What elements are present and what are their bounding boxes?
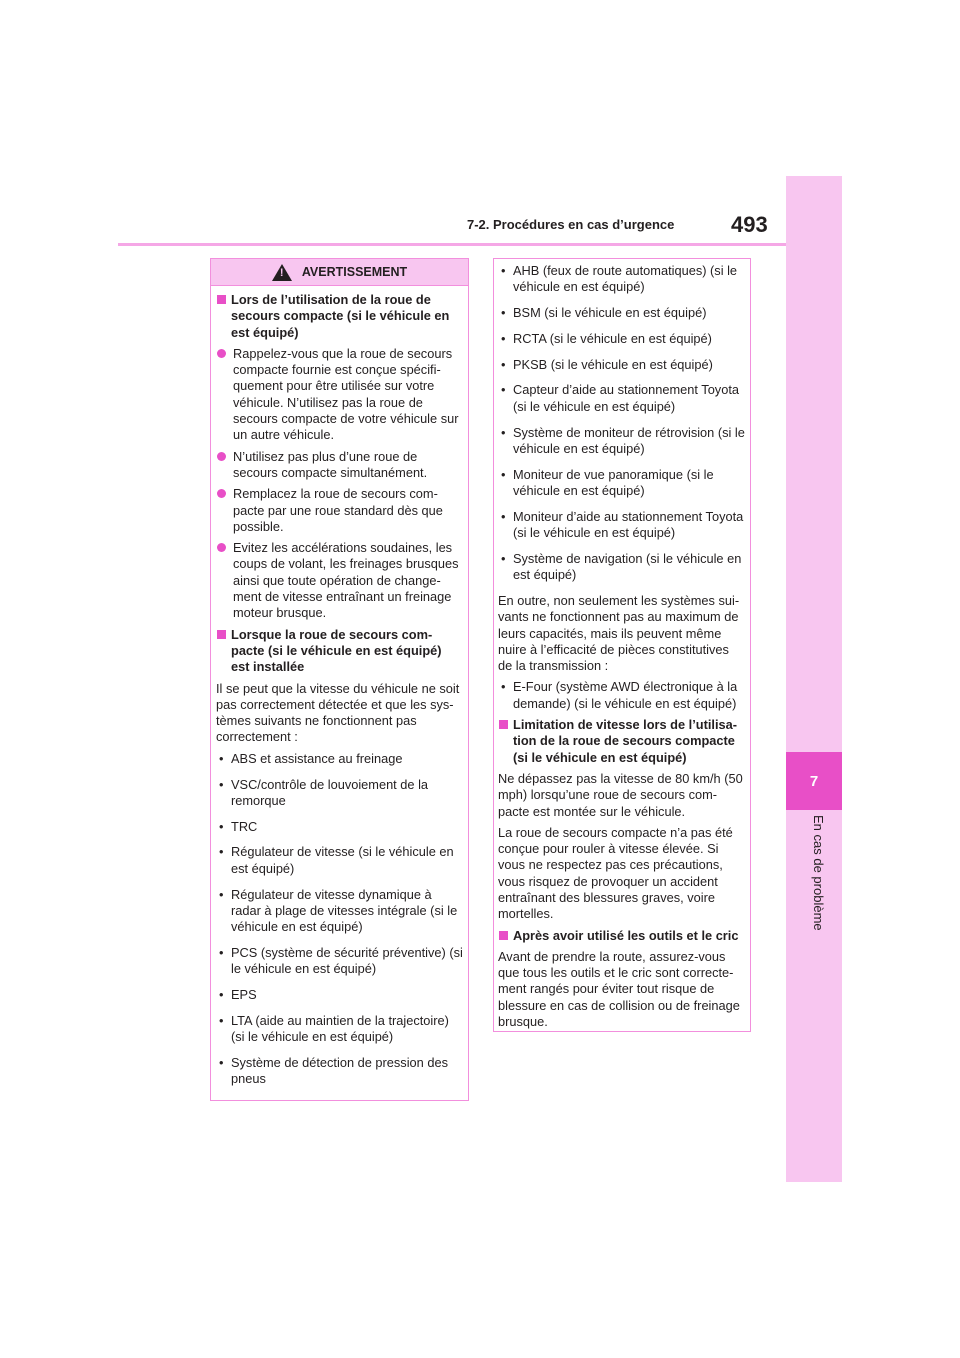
list-item: • Système de navigation (si le véhicule en est équipé) [498,551,745,584]
subheading: Lorsque la roue de secours com-pacte (si le véhicule en est équipé) est installée [216,627,463,676]
caution-item: Remplacez la roue de secours com-pacte par une roue standard dès que possible. [216,486,463,535]
paragraph: Ne dépassez pas la vitesse de 80 km/h (50 mph) lorsqu’une roue de secours com-pacte est montée sur le véhicule. [498,770,743,819]
list-item: • EPS [216,987,463,1003]
list-item: • ABS et assistance au freinage [216,751,463,767]
page-number: 493 [731,212,768,237]
caution-item: Evitez les accélérations soudaines, les coups de volant, les freinages brusques ainsi que toute opération de change-ment de vitesse entraînant un freinage moteur brusque. [216,540,463,621]
list-item: • Régulateur de vitesse (si le véhicule en est équipé) [216,844,463,877]
list-item: • Moniteur de vue panoramique (si le véhicule en est équipé) [498,467,745,500]
subheading: Après avoir utilisé les outils et le cric [498,928,745,944]
list-item: • RCTA (si le véhicule en est équipé) [498,331,745,347]
chapter-side-tab [786,176,842,1182]
caution-item: N’utilisez pas plus d’une roue de secours compacte simultanément. [216,449,463,482]
warning-header [211,259,468,286]
list-item: • AHB (feux de route automatiques) (si le véhicule en est équipé) [498,263,745,296]
warning-box-left [210,258,469,1101]
list-item: • PKSB (si le véhicule en est équipé) [498,357,745,373]
header-rule [118,243,786,246]
list-item: • TRC [216,819,463,835]
chapter-label: En cas de problème [811,815,826,931]
paragraph: La roue de secours compacte n’a pas été conçue pour rouler à vitesse élevée. Si vous ne respectez pas ces précautions, vous risquez de provoquer un accident entraînant des blessures graves, voire mortelles. [498,824,733,922]
paragraph: Il se peut que la vitesse du véhicule ne soit pas correctement détectée et que les sys-tèmes suivants ne fonctionnent pas correctement : [216,680,460,745]
warning-box-right [493,258,751,1032]
list-item: • VSC/contrôle de louvoiement de la remorque [216,777,463,810]
warning-title: AVERTISSEMENT [301,264,408,279]
list-item: • E-Four (système AWD électronique à la demande) (si le véhicule en est équipé) [498,679,745,712]
list-item: • Système de détection de pression des pneus [216,1055,463,1088]
list-item: • Système de moniteur de rétrovision (si le véhicule en est équipé) [498,425,745,458]
subheading: Lors de l’utilisation de la roue de secours compacte (si le véhicule en est équipé) [216,292,463,341]
caution-item: Rappelez-vous que la roue de secours compacte fournie est conçue spécifi-quement pour être utilisée sur votre véhicule. N’utilisez pas la roue de secours compacte de votre véhicule sur un autre véhicule. [216,346,463,444]
list-item: • PCS (système de sécurité préventive) (si le véhicule en est équipé) [216,945,463,978]
section-title: 7-2. Procédures en cas d’urgence [467,217,675,232]
subheading: Limitation de vitesse lors de l’utilisa-tion de la roue de secours compacte (si le véhicule en est équipé) [498,717,745,766]
warning-triangle-icon: ! [272,264,292,281]
chapter-number: 7 [786,752,842,810]
list-item: • Moniteur d’aide au stationnement Toyota (si le véhicule en est équipé) [498,509,745,542]
list-item: • Capteur d’aide au stationnement Toyota (si le véhicule en est équipé) [498,382,745,415]
paragraph: Avant de prendre la route, assurez-vous que tous les outils et le cric sont correcte-ment rangés pour éviter tout risque de blessure en cas de collision ou de freinage brusque. [498,948,740,1030]
list-item: • BSM (si le véhicule en est équipé) [498,305,745,321]
list-item: • LTA (aide au maintien de la trajectoire) (si le véhicule en est équipé) [216,1013,463,1046]
list-item: • Régulateur de vitesse dynamique à radar à plage de vitesses intégrale (si le véhicule en est équipé) [216,887,463,936]
paragraph: En outre, non seulement les systèmes sui-vants ne fonctionnent pas au maximum de leurs capacités, mais ils peuvent même nuire à l’efficacité de pièces constitutives de la transmission : [498,592,740,674]
